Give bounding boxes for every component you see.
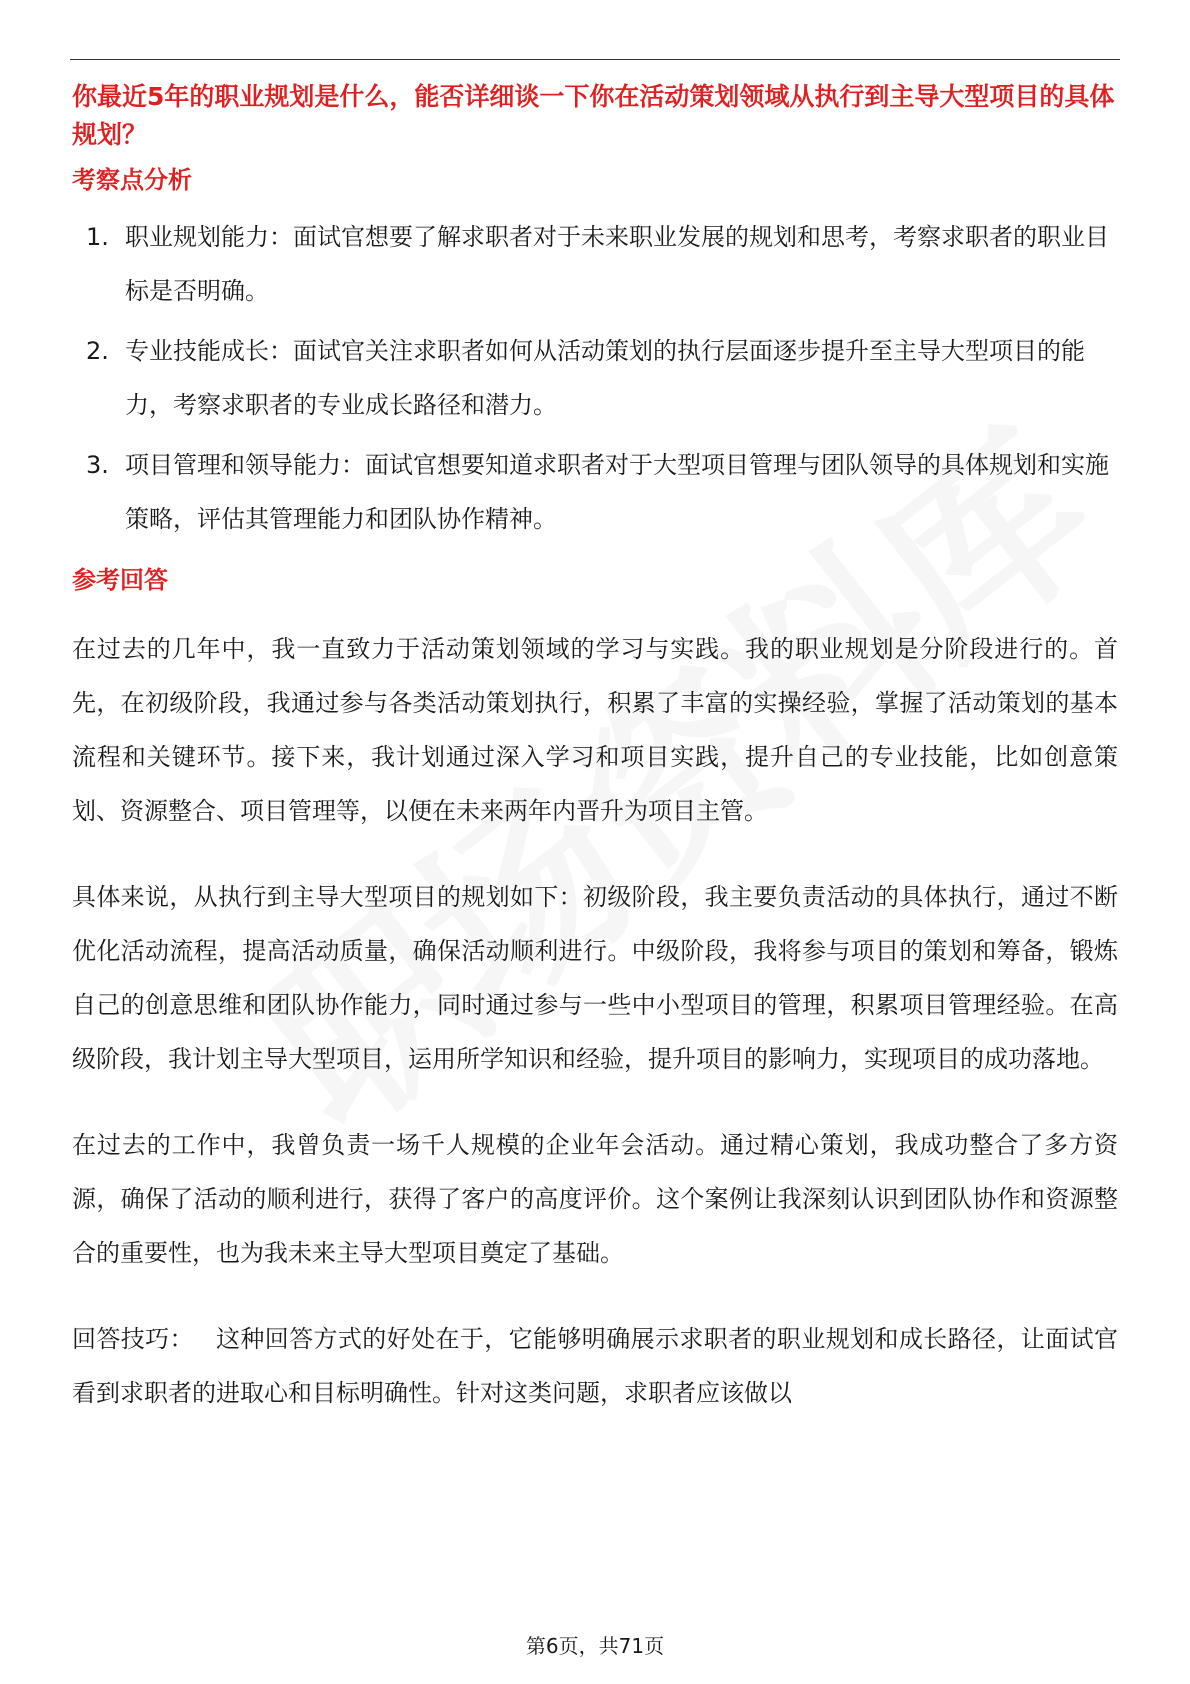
item-number: 3.: [86, 451, 109, 479]
analysis-item: [72, 324, 1118, 432]
answer-body: [72, 622, 1118, 1420]
answer-paragraph: 具体来说，从执行到主导大型项目的规划如下：初级阶段，我主要负责活动的具体执行，通过不断优化活动流程，提高活动质量，确保活动顺利进行。中级阶段，我将参与项目的策划和筹备，锻炼自己的创意思维和团队协作能力，同时通过参与一些中小型项目的管理，积累项目管理经验。在高级阶段，我计划主导大型项目，运用所学知识和经验，提升项目的影响力，实现项目的成功落地。: [72, 883, 1118, 1073]
analysis-item: [72, 438, 1118, 546]
answer-tip: [72, 1312, 1118, 1420]
analysis-item: [72, 210, 1118, 318]
answer-paragraph: 在过去的工作中，我曾负责一场千人规模的企业年会活动。通过精心策划，我成功整合了多方资源，确保了活动的顺利进行，获得了客户的高度评价。这个案例让我深刻认识到团队协作和资源整合的重要性，也为我未来主导大型项目奠定了基础。: [72, 1131, 1118, 1267]
answer-heading: 参考回答: [72, 566, 168, 594]
document-page: [72, 78, 1118, 1452]
header-rule: [70, 59, 1120, 60]
item-text: 职业规划能力：面试官想要了解求职者对于未来职业发展的规划和思考，考察求职者的职业目标是否明确。: [125, 223, 1109, 305]
item-text: 项目管理和领导能力：面试官想要知道求职者对于大型项目管理与团队领导的具体规划和实施策略，评估其管理能力和团队协作精神。: [125, 451, 1109, 533]
item-number: 2.: [86, 337, 109, 365]
page-footer: 第6页，共71页: [525, 1634, 665, 1658]
item-number: 1.: [86, 223, 109, 251]
tip-text: 这种回答方式的好处在于，它能够明确展示求职者的职业规划和成长路径，让面试官看到求职者的进取心和目标明确性。针对这类问题，求职者应该做以: [72, 1325, 1118, 1407]
analysis-list: [72, 210, 1118, 546]
answer-paragraph: 在过去的几年中，我一直致力于活动策划领域的学习与实践。我的职业规划是分阶段进行的。首先，在初级阶段，我通过参与各类活动策划执行，积累了丰富的实操经验，掌握了活动策划的基本流程和关键环节。接下来，我计划通过深入学习和项目实践，提升自己的专业技能，比如创意策划、资源整合、项目管理等，以便在未来两年内晋升为项目主管。: [72, 635, 1118, 825]
tip-label: 回答技巧：: [72, 1325, 194, 1353]
analysis-heading: 考察点分析: [72, 166, 192, 194]
question-title: 你最近5年的职业规划是什么，能否详细谈一下你在活动策划领域从执行到主导大型项目的具体规划？: [72, 82, 1115, 149]
item-text: 专业技能成长：面试官关注求职者如何从活动策划的执行层面逐步提升至主导大型项目的能力，考察求职者的专业成长路径和潜力。: [125, 337, 1085, 419]
